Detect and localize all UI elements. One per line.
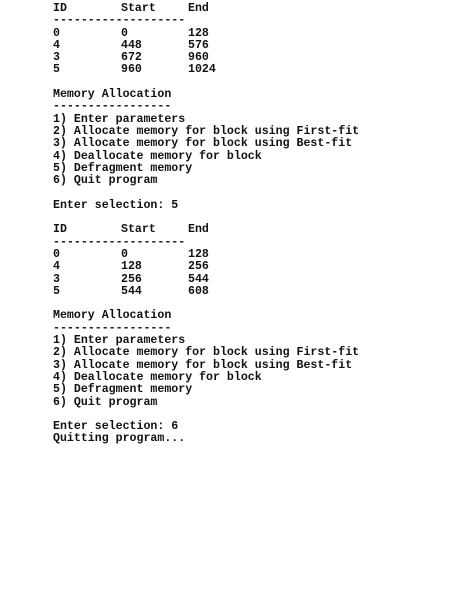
selection-prompt: Enter selection: 6 — [53, 420, 179, 434]
table-divider: ------------------- — [53, 14, 186, 28]
cell-id: 4 — [53, 38, 60, 52]
cell-end: 960 — [188, 51, 209, 65]
menu-option-deallocate: 4) Deallocate memory for block — [53, 370, 262, 384]
cell-end: 1024 — [188, 63, 216, 77]
table-row — [53, 274, 458, 286]
column-header-end: End — [188, 2, 209, 15]
column-header-id: ID — [53, 223, 67, 237]
table-row — [53, 52, 458, 64]
cell-id: 3 — [53, 51, 60, 65]
cell-start: 256 — [121, 272, 142, 286]
cell-id: 0 — [53, 247, 60, 261]
menu-option-best-fit: 3) Allocate memory for block using Best-fit — [53, 358, 353, 372]
column-header-start: Start — [121, 2, 156, 15]
table-row — [53, 261, 458, 273]
table-header-row — [53, 224, 458, 236]
menu-divider: ----------------- — [53, 321, 172, 335]
cell-end: 128 — [188, 247, 209, 261]
quit-message: Quitting program... — [53, 432, 186, 446]
menu-option-enter-parameters: 1) Enter parameters — [53, 334, 186, 348]
cell-end: 576 — [188, 38, 209, 52]
menu-option-best-fit: 3) Allocate memory for block using Best-fit — [53, 137, 353, 151]
table-row — [53, 286, 458, 298]
column-header-id: ID — [53, 2, 67, 15]
menu-option-defragment: 5) Defragment memory — [53, 383, 193, 397]
cell-start: 0 — [121, 26, 128, 40]
cell-end: 544 — [188, 272, 209, 286]
menu-divider: ----------------- — [53, 100, 172, 114]
selection-prompt: Enter selection: 5 — [53, 198, 179, 212]
cell-id: 0 — [53, 26, 60, 40]
menu-option-quit: 6) Quit program — [53, 174, 158, 188]
cell-start: 128 — [121, 260, 142, 274]
cell-start: 0 — [121, 247, 128, 261]
table-row — [53, 64, 458, 76]
cell-id: 3 — [53, 272, 60, 286]
menu-option-defragment: 5) Defragment memory — [53, 161, 193, 175]
menu-option-quit: 6) Quit program — [53, 395, 158, 409]
menu-title: Memory Allocation — [53, 88, 172, 102]
table-row — [53, 40, 458, 52]
menu-option-first-fit: 2) Allocate memory for block using First-fit — [53, 346, 360, 360]
table-divider: ------------------- — [53, 235, 186, 249]
cell-start: 544 — [121, 284, 142, 298]
cell-id: 5 — [53, 63, 60, 77]
cell-end: 256 — [188, 260, 209, 274]
cell-id: 4 — [53, 260, 60, 274]
menu-title: Memory Allocation — [53, 309, 172, 323]
menu-option-deallocate: 4) Deallocate memory for block — [53, 149, 262, 163]
menu-option-enter-parameters: 1) Enter parameters — [53, 112, 186, 126]
menu-option-first-fit: 2) Allocate memory for block using First-fit — [53, 124, 360, 138]
terminal-output — [53, 3, 458, 446]
table-row — [53, 28, 458, 40]
cell-start: 672 — [121, 51, 142, 65]
cell-start: 960 — [121, 63, 142, 77]
cell-end: 608 — [188, 284, 209, 298]
table-row — [53, 249, 458, 261]
column-header-start: Start — [121, 223, 156, 237]
cell-end: 128 — [188, 26, 209, 40]
cell-start: 448 — [121, 38, 142, 52]
cell-id: 5 — [53, 284, 60, 298]
column-header-end: End — [188, 223, 209, 237]
